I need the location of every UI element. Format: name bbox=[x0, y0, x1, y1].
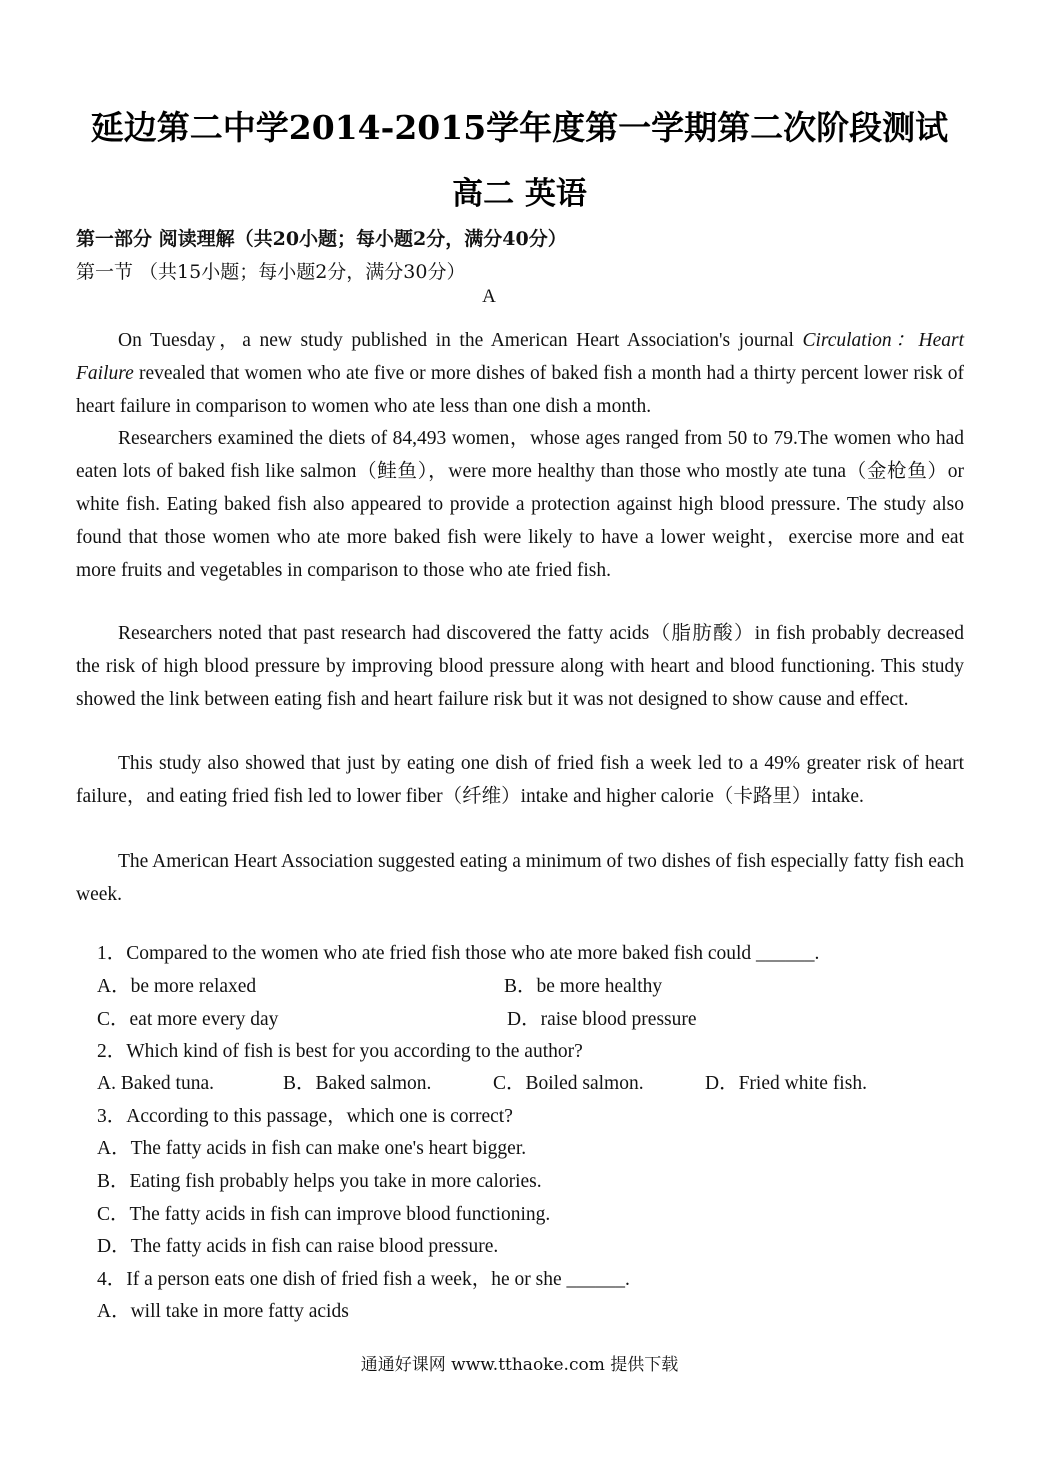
question-1-stem: 1．Compared to the women who ate fried fish those who ate more baked fish could ______. bbox=[97, 943, 820, 964]
exam-subtitle: 高二 英语 bbox=[452, 176, 587, 212]
question-2-option-d: D．Fried white fish. bbox=[705, 1073, 867, 1094]
question-2-option-b: B．Baked salmon. bbox=[283, 1073, 432, 1094]
page-footer: 通通好课网 www.tthaoke.com 提供下载 bbox=[360, 1355, 679, 1375]
passage-paragraph-4: This study also showed that just by eating one dish of fried fish a week led to a 49% greater risk of heart failure，and eating fried fish led to lower fiber（纤维）intake and higher calorie（卡路里）intake. bbox=[76, 753, 964, 807]
paragraph-1-text-b: revealed that women who ate five or more dishes of baked fish a month had a thirty percent lower risk of heart failure in comparison to women who ate less than one dish a month. bbox=[76, 363, 964, 417]
passage-paragraph-1 bbox=[76, 324, 964, 423]
journal-name: Circulation：Heart Failure bbox=[76, 330, 964, 384]
question-1-option-a: A．be more relaxed bbox=[97, 976, 257, 997]
question-2-stem: 2．Which kind of fish is best for you according to the author? bbox=[97, 1041, 583, 1062]
question-3-stem: 3．According to this passage，which one is correct? bbox=[97, 1106, 513, 1127]
exam-title: 延边第二中学2014-2015学年度第一学期第二次阶段测试 bbox=[90, 108, 949, 147]
question-1-option-d: D．raise blood pressure bbox=[507, 1009, 697, 1030]
question-3-option-b: B．Eating fish probably helps you take in more calories. bbox=[97, 1171, 542, 1192]
section-heading: 第一节 （共15小题；每小题2分，满分30分） bbox=[76, 261, 466, 283]
question-4-stem: 4．If a person eats one dish of fried fish a week，he or she ______. bbox=[97, 1269, 630, 1290]
question-3-option-a: A．The fatty acids in fish can make one's heart bigger. bbox=[97, 1138, 527, 1159]
question-3-option-c: C．The fatty acids in fish can improve blood functioning. bbox=[97, 1204, 551, 1225]
question-2-option-c: C．Boiled salmon. bbox=[493, 1073, 644, 1094]
paragraph-1-text-a: On Tuesday，a new study published in the American Heart Association's journal bbox=[118, 330, 803, 351]
passage-paragraph-3: Researchers noted that past research had discovered the fatty acids（脂肪酸）in fish probably decreased the risk of high blood pressure by improving blood pressure along with heart and blood functioning. This study showed the link between eating fish and heart failure risk but it was not designed to show cause and effect. bbox=[76, 623, 964, 710]
passage-label: A bbox=[482, 286, 496, 307]
question-1-option-c: C．eat more every day bbox=[97, 1009, 279, 1030]
part-heading: 第一部分 阅读理解（共20小题；每小题2分，满分40分） bbox=[76, 228, 567, 250]
passage-paragraph-2: Researchers examined the diets of 84,493 women，whose ages ranged from 50 to 79.The women who had eaten lots of baked fish like salmon（鲑鱼），were more healthy than those who mostly ate tuna（金枪鱼）or white fish. Eating baked fish also appeared to provide a protection against high blood pressure. The study also found that those women who ate more baked fish were likely to have a lower weight，exercise more and eat more fruits and vegetables in comparison to those who ate fried fish. bbox=[76, 428, 964, 581]
passage-paragraph-5: The American Heart Association suggested eating a minimum of two dishes of fish especially fatty fish each week. bbox=[76, 851, 964, 905]
question-3-option-d: D．The fatty acids in fish can raise blood pressure. bbox=[97, 1236, 499, 1257]
question-4-option-a: A．will take in more fatty acids bbox=[97, 1301, 349, 1322]
question-1-option-b: B．be more healthy bbox=[504, 976, 663, 997]
question-2-option-a: A. Baked tuna. bbox=[97, 1073, 214, 1094]
